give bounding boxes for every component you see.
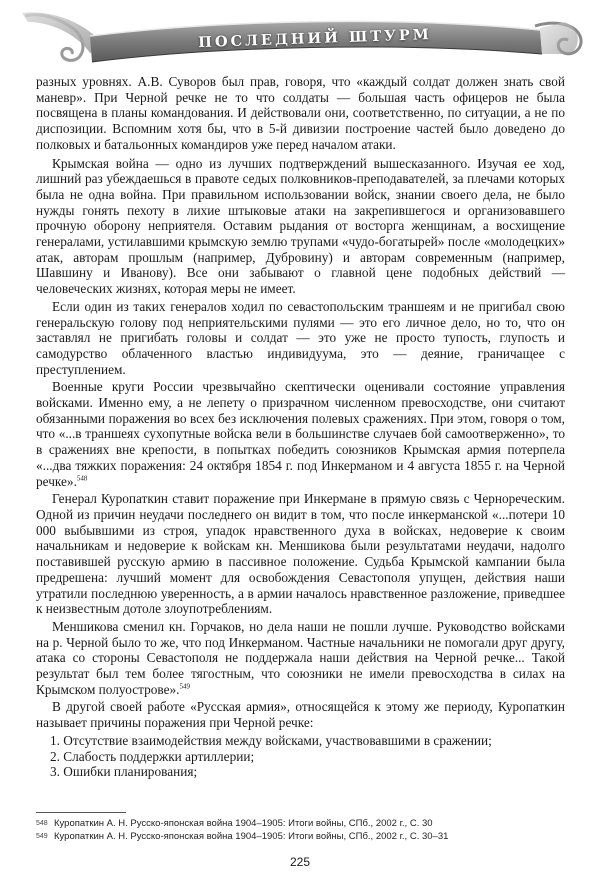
paragraph: Крымская война — одно из лучших подтверждений вышесказанного. Изучая ее ход, лишний раз убеждаешься в правоте седых полковников-преподавателей, за плечами которых была не одна война. При правильном использовании войск, знании своего дела, не было нужды гонять пехоту в лихие штыковые атаки на закрепившегося и организовавшего прочную оборону неприятеля. Оставим рыдания от восторга женщинам, а восхищение генералами, устилавшими крымскую землю трупами «чудо-богатырей» после «молодецких» атак, авторам прошлым (например, Дубровину) и авторам современным (например, Шавшину и Иванову). Все они забывают о главной цене подобных действий — человеческих жизнях, которая меры не имеет. bbox=[36, 155, 565, 297]
paragraph bbox=[36, 379, 565, 489]
footnote bbox=[36, 817, 565, 830]
footnote-text: Куропаткин А. Н. Русско-японская война 1904–1905: Итоги войны, СПб., 2002 г., С. 30 bbox=[54, 818, 433, 829]
footnote-text: Куропаткин А. Н. Русско-японская война 1904–1905: Итоги войны, СПб., 2002 г., С. 30–31 bbox=[54, 831, 449, 842]
paragraph: Если один из таких генералов ходил по севастопольским траншеям и не пригибал свою генеральскую голову под неприятельскими пулями — это его личное дело, но то, что он заставлял не пригибать головы и солдат — это уже не просто тупость, глупость и самодурство облаченного властью индивидуума, это — деяние, граничащее с преступлением. bbox=[36, 298, 565, 377]
footnote-number: 548 bbox=[36, 820, 48, 827]
list-item: 2. Слабость поддержки артиллерии; bbox=[50, 748, 255, 764]
footnote-ref[interactable]: 548 bbox=[76, 474, 88, 483]
footnote bbox=[36, 830, 565, 843]
paragraph-text: Военные круги России чрезвычайно скептически оценивали состояние управления войсками. Именно ему, а не лепету о призрачном численном превосходстве, они считают обязанными поражения во всех без исключения полевых сражениях. При этом, говоря о том, что «...в траншеях сухопутные войска вели в большинстве случаев бой самоотверженно», то в сражениях вне крепости, в попытках победить союзников Крымская армия потерпела «...два тяжких поражения: 24 октября 1854 г. под Инкерманом и 4 августа 1855 г. на Черной речке». bbox=[36, 379, 565, 489]
footnote-number: 549 bbox=[36, 833, 48, 840]
body-text bbox=[36, 74, 565, 780]
page-number: 225 bbox=[289, 855, 311, 869]
chapter-header-banner bbox=[20, 8, 590, 70]
paragraph bbox=[36, 619, 565, 698]
paragraph: разных уровнях. А.В. Суворов был прав, говоря, что «каждый солдат должен знать свой маневр». При Черной речке не то что солдаты — большая часть офицеров не была посвящена в планы командования. И действовали они, соответственно, по ситуации, а не по диспозиции. Вспомним хотя бы, что в 5-й дивизии построение частей было доведено до полковых и батальонных командиров уже перед началом атаки. bbox=[36, 74, 565, 152]
paragraph: В другой своей работе «Русская армия», относящейся к этому же периоду, Куропаткин называет причины поражения при Черной речке: bbox=[36, 699, 565, 731]
list-item: 1. Отсутствие взаимодействия между войсками, участвовавшими в сражении; bbox=[50, 732, 492, 748]
footnotes bbox=[36, 812, 565, 843]
chapter-title: ПОСЛЕДНИЙ ШТУРМ bbox=[197, 25, 433, 52]
list-item: 3. Ошибки планирования; bbox=[50, 764, 198, 780]
reasons-list bbox=[36, 733, 565, 780]
footnote-ref[interactable]: 549 bbox=[179, 682, 190, 691]
footnote-divider bbox=[36, 812, 126, 813]
paragraph: Генерал Куропаткин ставит поражение при Инкермане в прямую связь с Чернореческим. Одной из причин неудачи последнего он видит в том, что после инкерманской «...потери 10 000 выбывшими из строя, упадок нравственного духа в войсках, недоверие к своим начальникам и недоверие к войскам кн. Меншикова были результатами неудачи, надолго поставившей русскую армию в пассивное положение. Судьба Крымской кампании была предрешена: лучший момент для освобождения Севастополя упущен, действия наши утратили последнюю уверенность, а в армии началось нравственное разложение, приведшее к неизвестным дотоле злоупотреблениям. bbox=[36, 491, 565, 617]
paragraph-text: Меншикова сменил кн. Горчаков, но дела наши не пошли лучше. Руководство войсками на р. Черной было то же, что под Инкерманом. Частные начальники не помогали друг другу, атака со стороны Севастополя не поддержала наши действия на Черной речке... Такой результат был тем более тягостным, что союзники не имели превосходства в силах на Крымском полуострове». bbox=[36, 618, 565, 697]
